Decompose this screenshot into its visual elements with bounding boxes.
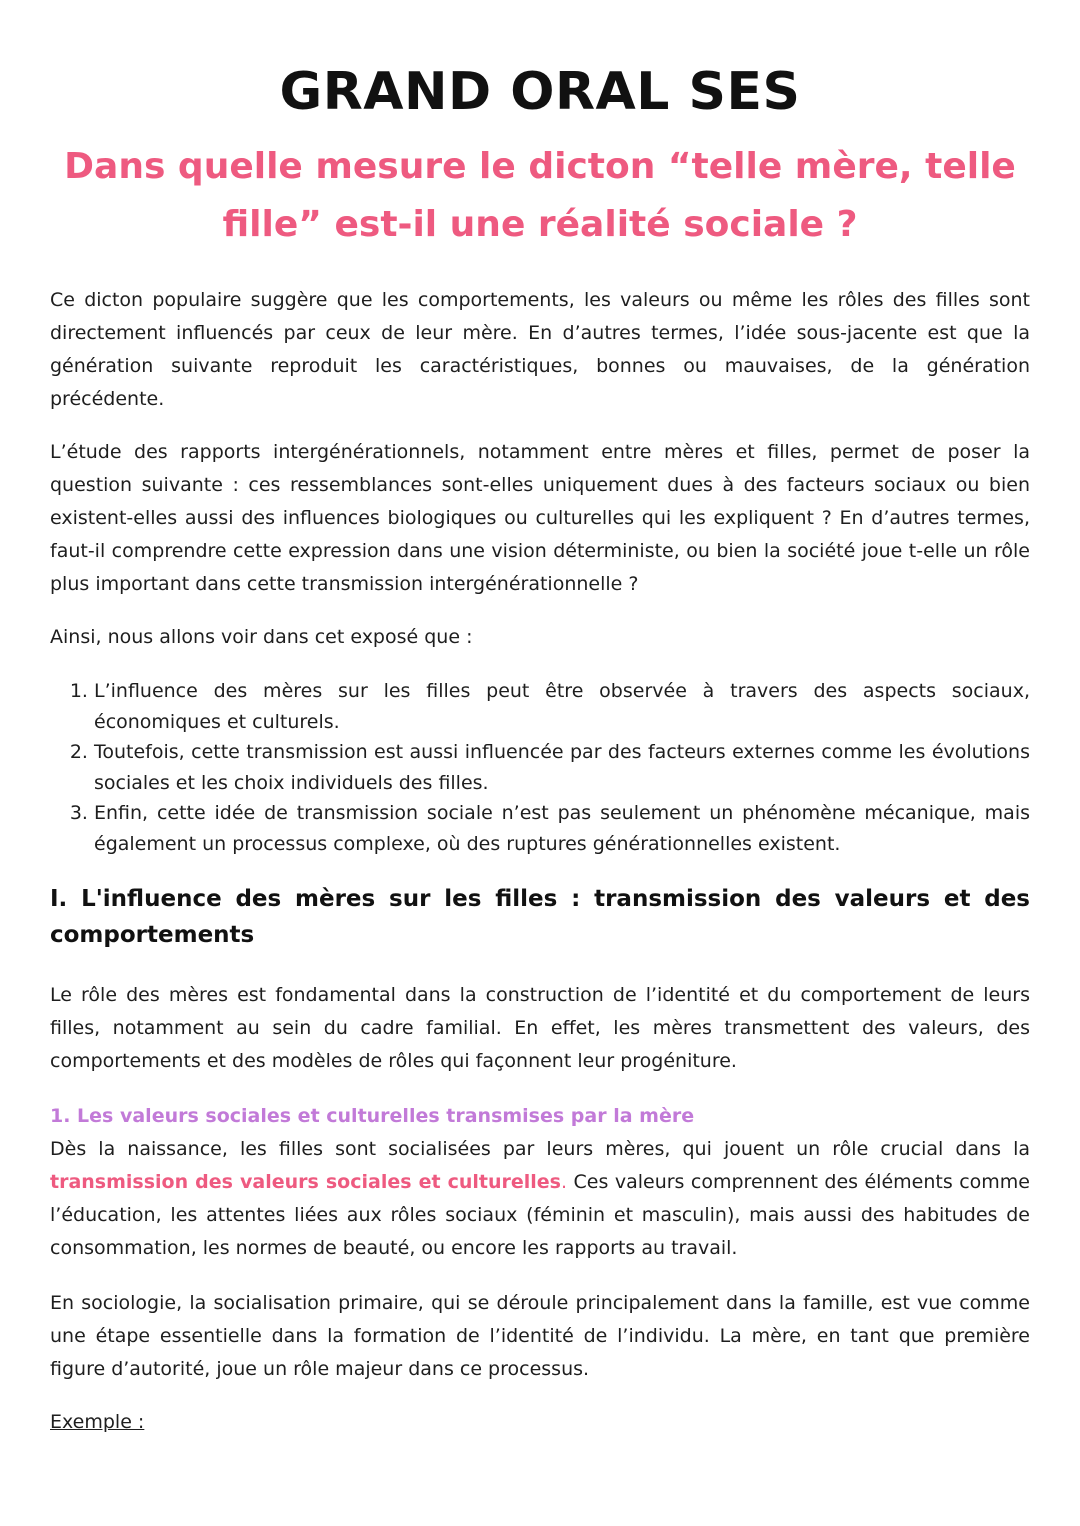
intro-paragraph-1: Ce dicton populaire suggère que les comportements, les valeurs ou même les rôles des filles sont directement influencés par ceux de leur mère. En d’autres termes, l’idée sous-jacente est que la génération suivante reproduit les caractéristiques, bonnes ou mauvaises, de la génération précédente. [50, 289, 1030, 410]
highlight-transmission-valeurs: transmission des valeurs sociales et culturelles [50, 1171, 561, 1193]
document-page [50, 0, 1030, 1439]
plan-list [50, 676, 1030, 859]
socialisation-paragraph: En sociologie, la socialisation primaire, qui se déroule principalement dans la famille, est vue comme une étape essentielle dans la formation de l’identité de l’individu. La mère, en tant que première figure d’autorité, joue un rôle majeur dans ce processus. [50, 1292, 1030, 1380]
document-title: GRAND ORAL SES [279, 62, 801, 122]
plan-item-2: 2. Toutefois, cette transmission est aussi influencée par des facteurs externes comme les évolutions sociales et les choix individuels des filles. [94, 737, 1030, 798]
section-1-paragraph: Le rôle des mères est fondamental dans la construction de l’identité et du comportement de leurs filles, notamment au sein du cadre familial. En effet, les mères transmettent des valeurs, des comportements et des modèles de rôles qui façonnent leur progéniture. [50, 984, 1030, 1072]
subsection-1-text-start: Dès la naissance, les filles sont socialisées par leurs mères, qui jouent un rôle crucial dans la [50, 1138, 1030, 1160]
subsection-1-heading: 1. Les valeurs sociales et culturelles transmises par la mère [50, 1105, 695, 1127]
plan-item-1: 1. L’influence des mères sur les filles peut être observée à travers des aspects sociaux, économiques et culturels. [94, 676, 1030, 737]
intro-paragraph-2: L’étude des rapports intergénérationnels, notamment entre mères et filles, permet de poser la question suivante : ces ressemblances sont-elles uniquement dues à des facteurs sociaux ou bien existent-elles aussi des influences biologiques ou culturelles qui les expliquent ? En d’autres termes, faut-il comprendre cette expression dans une vision déterministe, ou bien la société joue t-elle un rôle plus important dans cette transmission intergénérationnelle ? [50, 441, 1030, 595]
intro-paragraph-3: Ainsi, nous allons voir dans cet exposé que : [50, 626, 473, 648]
subsection-1-text-end: Ces valeurs comprennent des éléments comme l’éducation, les attentes liées aux rôles sociaux (féminin et masculin), mais aussi des habitudes de consommation, les normes de beauté, ou encore les rapports au travail. [50, 1171, 1030, 1259]
section-1-heading: I. L'influence des mères sur les filles : transmission des valeurs et des comportements [50, 886, 1030, 948]
plan-item-3: 3. Enfin, cette idée de transmission sociale n’est pas seulement un phénomène mécanique, mais également un processus complexe, où des ruptures générationnelles existent. [94, 798, 1030, 859]
subsection-1-paragraph [50, 1133, 1030, 1265]
highlight-period: . [561, 1171, 568, 1193]
document-subtitle: Dans quelle mesure le dicton “telle mère, telle fille” est-il une réalité sociale ? [64, 146, 1016, 245]
example-label: Exemple : [50, 1411, 145, 1433]
